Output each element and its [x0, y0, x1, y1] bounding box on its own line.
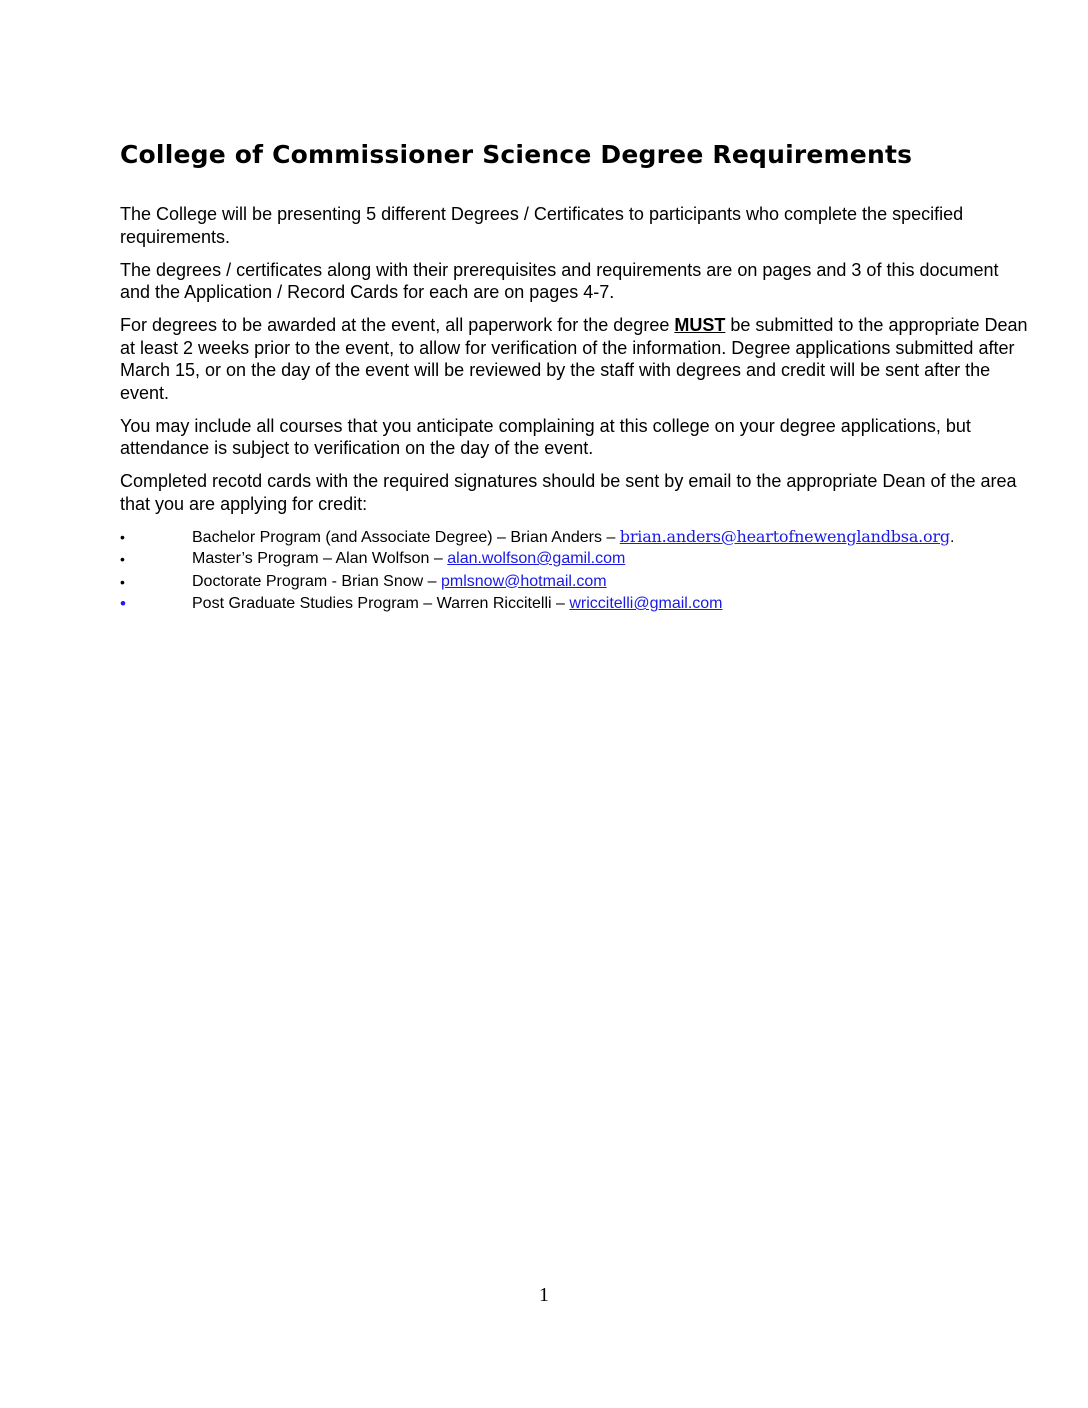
- document-body: [120, 203, 1030, 616]
- contact-post-graduate: [120, 593, 1030, 616]
- contact-master: [120, 548, 1030, 571]
- must-emphasis: MUST: [674, 315, 726, 335]
- contact-doctorate: [120, 571, 1030, 594]
- bullet-icon: •: [120, 594, 126, 613]
- deadline-text-start: For degrees to be awarded at the event, all paperwork for the degree: [120, 315, 675, 335]
- email-link-doctorate[interactable]: pmlsnow@hotmail.com: [441, 572, 607, 590]
- paragraph-courses: You may include all courses that you anticipate complaining at this college on your degree applications, but attendance is subject to verification on the day of the event.: [120, 415, 971, 458]
- email-link-post-graduate[interactable]: wriccitelli@gmail.com: [569, 595, 723, 612]
- email-link-master[interactable]: alan.wolfson@gamil.com: [447, 550, 626, 567]
- page-number: 1: [539, 1284, 549, 1306]
- dean-contact-list: [120, 526, 1030, 616]
- paragraph-intro: The College will be presenting 5 different Degrees / Certificates to participants who complete the specified requirements.: [120, 204, 964, 247]
- contact-suffix: .: [949, 528, 955, 546]
- deadline-text-end: be submitted to the appropriate Dean at least 2 weeks prior to the event, to allow for verification of the information. Degree applications submitted after March 15, or on the day of the event will be reviewed by the staff with degrees and credit will be sent after the event.: [120, 315, 1028, 403]
- document-title: College of Commissioner Science Degree Requirements: [120, 140, 913, 169]
- paragraph-submission: Completed recotd cards with the required signatures should be sent by email to the appropriate Dean of the area that you are applying for credit:: [120, 471, 1017, 514]
- bullet-icon: •: [120, 551, 125, 567]
- bullet-icon: •: [120, 573, 125, 590]
- bullet-icon: •: [120, 528, 125, 545]
- paragraph-pages: The degrees / certificates along with their prerequisites and requirements are on pages and 3 of this document and the Application / Record Cards for each are on pages 4-7.: [120, 259, 999, 302]
- contact-bachelor: [120, 526, 1030, 549]
- paragraph-deadline: [120, 314, 1030, 404]
- contact-label: Master’s Program – Alan Wolfson –: [192, 550, 448, 567]
- email-link-bachelor[interactable]: brian.anders@heartofnewenglandbsa.org: [619, 526, 950, 546]
- contact-label: Post Graduate Studies Program – Warren Riccitelli –: [192, 595, 570, 612]
- contact-label: Doctorate Program - Brian Snow –: [192, 572, 441, 590]
- contact-label: Bachelor Program (and Associate Degree) – Brian Anders –: [192, 528, 620, 546]
